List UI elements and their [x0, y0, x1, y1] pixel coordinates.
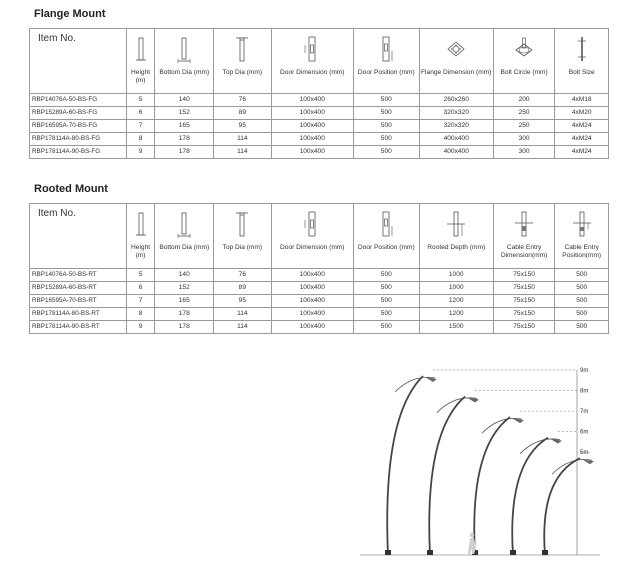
value-cell: 178	[155, 133, 214, 146]
column-header-label: Height (m)	[131, 69, 151, 84]
value-cell: 6	[126, 107, 155, 120]
column-header	[493, 204, 555, 269]
height-label: 9m	[580, 368, 589, 374]
door-position-icon	[374, 210, 398, 238]
value-cell: 320x320	[419, 120, 493, 133]
value-cell: 152	[155, 107, 214, 120]
value-cell: 114	[214, 308, 272, 321]
bottom-dia-icon	[172, 210, 196, 238]
column-header	[353, 204, 419, 269]
value-cell: 100x400	[271, 94, 353, 107]
item-number-cell: RBP178114A-80-BS-RT	[30, 308, 127, 321]
value-cell: 89	[214, 282, 272, 295]
bolt-size-icon	[570, 35, 594, 63]
column-header	[126, 29, 155, 94]
flange-mount-title: Flange Mount	[34, 8, 106, 20]
value-cell: 260x260	[419, 94, 493, 107]
value-cell: 5	[126, 269, 155, 282]
column-header	[493, 29, 555, 94]
value-cell: 1200	[419, 308, 493, 321]
rooted-mount-table	[29, 203, 609, 334]
value-cell: 75x150	[493, 269, 555, 282]
value-cell: 100x400	[271, 133, 353, 146]
top-dia-icon	[230, 210, 254, 238]
table-row	[30, 146, 609, 159]
column-header-label: Bottom Dia (mm)	[159, 69, 210, 76]
column-header	[214, 204, 272, 269]
item-no-header: Item No.	[30, 29, 127, 94]
item-number-cell: RBP178114A-90-BS-RT	[30, 321, 127, 334]
column-header-label: Door Position (mm)	[357, 244, 415, 251]
value-cell: 165	[155, 120, 214, 133]
value-cell: 114	[214, 133, 272, 146]
value-cell: 4xM18	[555, 94, 609, 107]
value-cell: 8	[126, 133, 155, 146]
value-cell: 1000	[419, 282, 493, 295]
value-cell: 400x400	[419, 146, 493, 159]
value-cell: 320x320	[419, 107, 493, 120]
column-header-label: Bottom Dia (mm)	[159, 244, 210, 251]
value-cell: 178	[155, 321, 214, 334]
value-cell: 114	[214, 321, 272, 334]
value-cell: 100x400	[271, 107, 353, 120]
pole-height-diagram	[355, 330, 605, 565]
column-header	[126, 204, 155, 269]
table-row	[30, 107, 609, 120]
column-header-label: Cable Entry Dimension(mm)	[500, 244, 548, 259]
top-dia-icon	[230, 35, 254, 63]
door-dimension-icon	[300, 210, 324, 238]
value-cell: 100x400	[271, 146, 353, 159]
value-cell: 100x400	[271, 295, 353, 308]
column-header-label: Door Dimension (mm)	[280, 244, 345, 251]
value-cell: 500	[353, 107, 419, 120]
value-cell: 76	[214, 94, 272, 107]
table-row	[30, 295, 609, 308]
value-cell: 4xM24	[555, 133, 609, 146]
cable-entry-dimension-icon	[512, 210, 536, 238]
value-cell: 9	[126, 146, 155, 159]
height-label: 6m	[580, 429, 589, 436]
table-header-row	[30, 29, 609, 94]
value-cell: 100x400	[271, 120, 353, 133]
item-no-header: Item No.	[30, 204, 127, 269]
value-cell: 500	[555, 282, 609, 295]
light-pole	[427, 391, 577, 555]
value-cell: 178	[155, 308, 214, 321]
value-cell: 8	[126, 308, 155, 321]
light-pole	[542, 452, 594, 555]
value-cell: 5	[126, 94, 155, 107]
column-header-label: Height (m)	[131, 244, 151, 259]
column-header	[214, 29, 272, 94]
value-cell: 500	[555, 269, 609, 282]
value-cell: 178	[155, 146, 214, 159]
value-cell: 500	[353, 120, 419, 133]
value-cell: 500	[353, 94, 419, 107]
table-row	[30, 133, 609, 146]
column-header	[271, 204, 353, 269]
value-cell: 75x150	[493, 295, 555, 308]
value-cell: 75x150	[493, 321, 555, 334]
value-cell: 100x400	[271, 321, 353, 334]
value-cell: 165	[155, 295, 214, 308]
value-cell: 500	[555, 295, 609, 308]
bolt-circle-icon	[512, 35, 536, 63]
item-number-cell: RBP178114A-90-BS-FG	[30, 146, 127, 159]
cable-entry-position-icon	[570, 210, 594, 238]
item-number-cell: RBP14076A-50-BS-FG	[30, 94, 127, 107]
value-cell: 500	[353, 282, 419, 295]
column-header-label: Top Dia (mm)	[222, 244, 263, 251]
value-cell: 4xM20	[555, 107, 609, 120]
value-cell: 100x400	[271, 308, 353, 321]
column-header	[353, 29, 419, 94]
table-header-row	[30, 204, 609, 269]
value-cell: 100x400	[271, 282, 353, 295]
value-cell: 140	[155, 94, 214, 107]
column-header	[555, 29, 609, 94]
column-header-label: Top Dia (mm)	[222, 69, 263, 76]
value-cell: 89	[214, 107, 272, 120]
pole-height-icon	[129, 35, 153, 63]
light-pole	[472, 411, 577, 555]
column-header-label: Flange Dimension (mm)	[421, 69, 492, 76]
table-row	[30, 269, 609, 282]
value-cell: 500	[353, 146, 419, 159]
pole-height-icon	[129, 210, 153, 238]
value-cell: 200	[493, 94, 555, 107]
height-label: 8m	[580, 388, 589, 395]
value-cell: 95	[214, 120, 272, 133]
height-label: 7m	[580, 409, 589, 416]
column-header-label: Cable Entry Position(mm)	[562, 244, 602, 259]
value-cell: 500	[353, 295, 419, 308]
door-position-icon	[374, 35, 398, 63]
value-cell: 500	[555, 321, 609, 334]
column-header	[555, 204, 609, 269]
value-cell: 500	[353, 308, 419, 321]
column-header-label: Door Position (mm)	[357, 69, 415, 76]
item-number-cell: RBP14076A-50-BS-RT	[30, 269, 127, 282]
table-row	[30, 120, 609, 133]
rooted-depth-icon	[444, 210, 468, 238]
bottom-dia-icon	[172, 35, 196, 63]
column-header-label: Rooted Depth (mm)	[427, 244, 486, 251]
value-cell: 500	[353, 133, 419, 146]
value-cell: 76	[214, 269, 272, 282]
item-number-cell: RBP15289A-60-BS-FG	[30, 107, 127, 120]
value-cell: 250	[493, 120, 555, 133]
value-cell: 4xM24	[555, 120, 609, 133]
flange-mount-table	[29, 28, 609, 159]
value-cell: 500	[555, 308, 609, 321]
item-number-cell: RBP178114A-80-BS-FG	[30, 133, 127, 146]
item-number-cell: RBP16595A-70-BS-FG	[30, 120, 127, 133]
column-header-label: Bolt Circle (mm)	[500, 69, 548, 76]
value-cell: 95	[214, 295, 272, 308]
column-header-label: Bolt Size	[568, 69, 595, 76]
table-row	[30, 308, 609, 321]
value-cell: 300	[493, 146, 555, 159]
value-cell: 114	[214, 146, 272, 159]
column-header	[155, 29, 214, 94]
value-cell: 1500	[419, 321, 493, 334]
value-cell: 100x400	[271, 269, 353, 282]
column-header	[419, 29, 493, 94]
value-cell: 400x400	[419, 133, 493, 146]
value-cell: 1200	[419, 295, 493, 308]
value-cell: 7	[126, 295, 155, 308]
value-cell: 152	[155, 282, 214, 295]
value-cell: 250	[493, 107, 555, 120]
column-header	[419, 204, 493, 269]
table-row	[30, 282, 609, 295]
value-cell: 7	[126, 120, 155, 133]
value-cell: 4xM24	[555, 146, 609, 159]
item-number-cell: RBP15289A-60-BS-RT	[30, 282, 127, 295]
height-label: 5m	[580, 450, 589, 457]
column-header-label: Door Dimension (mm)	[280, 69, 345, 76]
value-cell: 9	[126, 321, 155, 334]
table-row	[30, 94, 609, 107]
flange-dimension-icon	[444, 35, 468, 63]
value-cell: 140	[155, 269, 214, 282]
value-cell: 1000	[419, 269, 493, 282]
item-number-cell: RBP16595A-70-BS-RT	[30, 295, 127, 308]
value-cell: 6	[126, 282, 155, 295]
column-header	[271, 29, 353, 94]
value-cell: 300	[493, 133, 555, 146]
rooted-mount-title: Rooted Mount	[34, 183, 108, 195]
door-dimension-icon	[300, 35, 324, 63]
value-cell: 500	[353, 269, 419, 282]
value-cell: 75x150	[493, 282, 555, 295]
value-cell: 75x150	[493, 308, 555, 321]
value-cell: 500	[353, 321, 419, 334]
column-header	[155, 204, 214, 269]
